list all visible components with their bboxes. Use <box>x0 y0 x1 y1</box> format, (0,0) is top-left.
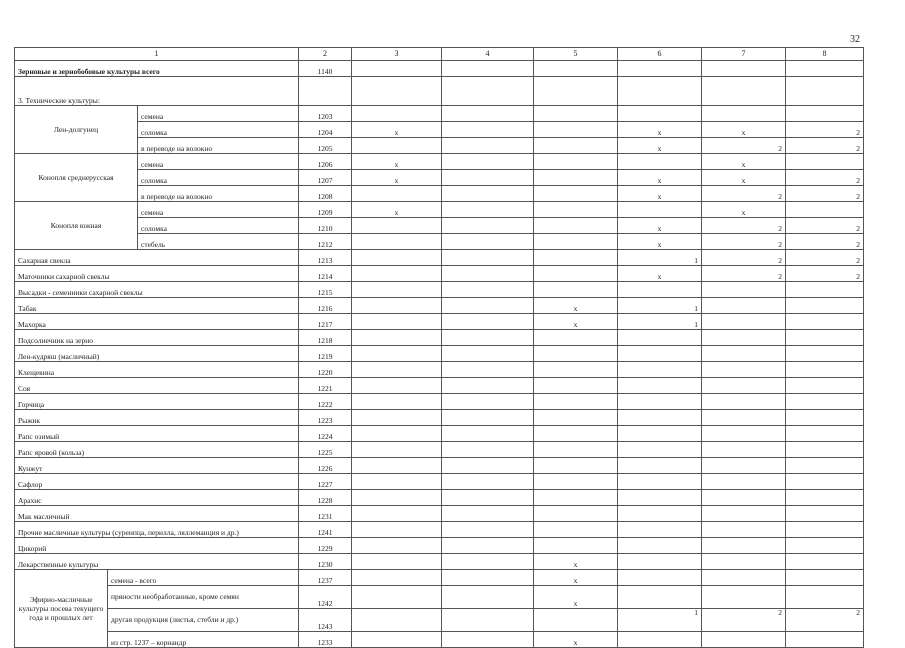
row-label: Зерновые и зернобобовые культуры всего <box>15 61 299 77</box>
row-sublabel: соломка <box>138 218 299 234</box>
row-sublabel: пряности необработанные, кроме семян <box>108 586 299 609</box>
row-label: Лен-кудряш (масличный) <box>15 346 299 362</box>
row-code: 1225 <box>299 442 352 458</box>
cell-c7: 2 <box>702 138 786 154</box>
cell-c3: х <box>352 122 442 138</box>
table-row <box>15 458 864 474</box>
table-row <box>15 250 864 266</box>
cell-c7: х <box>702 202 786 218</box>
row-code: 1224 <box>299 426 352 442</box>
row-code: 1217 <box>299 314 352 330</box>
table-row <box>15 266 864 282</box>
cell-c7: 2 <box>702 234 786 250</box>
row-code: 1214 <box>299 266 352 282</box>
table-row <box>15 186 864 202</box>
row-code: 1243 <box>299 609 352 632</box>
cell-c6: х <box>618 218 702 234</box>
cell-c6: х <box>618 186 702 202</box>
row-sublabel: в переводе на волокно <box>138 186 299 202</box>
col-header-5: 5 <box>534 48 618 61</box>
table-row <box>15 426 864 442</box>
group-label: Лен-долгунец <box>15 106 138 154</box>
col-header-2: 2 <box>299 48 352 61</box>
row-code: 1209 <box>299 202 352 218</box>
row-label: Высадки - семенники сахарной свеклы <box>15 282 299 298</box>
row-label: Горчица <box>15 394 299 410</box>
row-sublabel: в переводе на волокно <box>138 138 299 154</box>
cell-c7: 2 <box>702 186 786 202</box>
table-row <box>15 330 864 346</box>
col-header-8: 8 <box>786 48 864 61</box>
row-sublabel: семена - всего <box>108 570 299 586</box>
row-label: Цикорий <box>15 538 299 554</box>
cell-c6: 1 <box>618 250 702 266</box>
cell-c8: 2 <box>786 234 864 250</box>
table-row <box>15 442 864 458</box>
table-row <box>15 586 864 609</box>
group-label: Конопля южная <box>15 202 138 250</box>
row-code: 1222 <box>299 394 352 410</box>
row-label: Лекарственные культуры <box>15 554 299 570</box>
cell-c8: 2 <box>786 266 864 282</box>
row-code: 1218 <box>299 330 352 346</box>
row-code: 1207 <box>299 170 352 186</box>
row-code: 1203 <box>299 106 352 122</box>
cell-c3: х <box>352 170 442 186</box>
col-header-6: 6 <box>618 48 702 61</box>
row-code: 1220 <box>299 362 352 378</box>
table-row <box>15 538 864 554</box>
cell-c5: х <box>534 298 618 314</box>
table-row <box>15 106 864 122</box>
row-code: 1228 <box>299 490 352 506</box>
cell-c7: х <box>702 170 786 186</box>
section-label: 3. Технические культуры: <box>15 77 299 106</box>
cell-c8: 2 <box>786 250 864 266</box>
table-row <box>15 362 864 378</box>
row-label: Рапс яровой (кольза) <box>15 442 299 458</box>
row-sublabel: стебель <box>138 234 299 250</box>
table-row <box>15 410 864 426</box>
table-row <box>15 490 864 506</box>
row-label: Кунжут <box>15 458 299 474</box>
page-number: 32 <box>850 34 860 45</box>
row-code: 1208 <box>299 186 352 202</box>
crop-report-table <box>14 47 864 648</box>
row-code: 1242 <box>299 586 352 609</box>
cell-c7: х <box>702 154 786 170</box>
cell-c7: 2 <box>702 266 786 282</box>
row-code: 1205 <box>299 138 352 154</box>
table-row <box>15 394 864 410</box>
cell-c6: х <box>618 122 702 138</box>
row-sublabel: соломка <box>138 170 299 186</box>
row-label: Махорка <box>15 314 299 330</box>
cell-c6: 1 <box>618 314 702 330</box>
cell-c7: 2 <box>702 218 786 234</box>
table-row <box>15 609 864 632</box>
row-label: Сахарная свекла <box>15 250 299 266</box>
row-sublabel: семена <box>138 106 299 122</box>
cell-c5: х <box>534 632 618 648</box>
row-label: Рапс озимый <box>15 426 299 442</box>
row-code: 1226 <box>299 458 352 474</box>
cell-c6: х <box>618 266 702 282</box>
table-row <box>15 61 864 77</box>
row-code: 1213 <box>299 250 352 266</box>
cell-c8: 2 <box>786 122 864 138</box>
table-row <box>15 474 864 490</box>
cell-c8: 2 <box>786 218 864 234</box>
table-row <box>15 218 864 234</box>
row-code: 1210 <box>299 218 352 234</box>
row-label: Рыжик <box>15 410 299 426</box>
row-code: 1227 <box>299 474 352 490</box>
row-label: Сафлор <box>15 474 299 490</box>
table-row <box>15 346 864 362</box>
group-label: Эфирно-масличные культуры посева текущего года и прошлых лет <box>15 570 108 648</box>
cell-c6: 1 <box>618 298 702 314</box>
cell-c6: х <box>618 234 702 250</box>
col-header-4: 4 <box>442 48 534 61</box>
row-label: Табак <box>15 298 299 314</box>
row-label: Прочие масличные культуры (суренпца, перилла, ляллеманция и др.) <box>15 522 299 538</box>
row-label: Клещевина <box>15 362 299 378</box>
table-row <box>15 202 864 218</box>
row-sublabel: соломка <box>138 122 299 138</box>
cell-c6: 1 <box>618 609 702 632</box>
cell-c3: х <box>352 154 442 170</box>
row-sublabel: из стр. 1237 – кориандр <box>108 632 299 648</box>
row-sublabel: семена <box>138 202 299 218</box>
row-code: 1231 <box>299 506 352 522</box>
row-code: 1223 <box>299 410 352 426</box>
cell-c3: х <box>352 202 442 218</box>
row-code: 1212 <box>299 234 352 250</box>
cell-c8: 2 <box>786 170 864 186</box>
row-code: 1215 <box>299 282 352 298</box>
row-code: 1216 <box>299 298 352 314</box>
table-row <box>15 378 864 394</box>
row-label: Подсолнечник на зерно <box>15 330 299 346</box>
row-label: Маточники сахарной свеклы <box>15 266 299 282</box>
cell-c7: 2 <box>702 250 786 266</box>
row-label: Мак масличный <box>15 506 299 522</box>
cell-c8: 2 <box>786 138 864 154</box>
col-header-3: 3 <box>352 48 442 61</box>
table-row <box>15 570 864 586</box>
table-row <box>15 77 864 106</box>
table-row <box>15 298 864 314</box>
cell-c6: х <box>618 170 702 186</box>
cell-c5: х <box>534 570 618 586</box>
cell-c7: х <box>702 122 786 138</box>
cell-c8: 2 <box>786 186 864 202</box>
header-row <box>15 48 864 61</box>
table-row <box>15 522 864 538</box>
cell-c5: х <box>534 314 618 330</box>
row-code: 1237 <box>299 570 352 586</box>
cell-c5: х <box>534 586 618 609</box>
table-row <box>15 234 864 250</box>
row-sublabel: семена <box>138 154 299 170</box>
table-row <box>15 554 864 570</box>
row-code: 1233 <box>299 632 352 648</box>
cell-c5: х <box>534 554 618 570</box>
row-code: 1204 <box>299 122 352 138</box>
group-label: Конопля среднерусская <box>15 154 138 202</box>
row-code: 1140 <box>299 61 352 77</box>
row-code: 1219 <box>299 346 352 362</box>
row-code: 1230 <box>299 554 352 570</box>
row-label: Арахис <box>15 490 299 506</box>
table-row <box>15 282 864 298</box>
table-row <box>15 154 864 170</box>
table-row <box>15 314 864 330</box>
table-row <box>15 138 864 154</box>
cell-c7: 2 <box>702 609 786 632</box>
table-row <box>15 506 864 522</box>
cell-c8: 2 <box>786 609 864 632</box>
row-sublabel: другая продукция (листья, стебли и др.) <box>108 609 299 632</box>
col-header-1: 1 <box>15 48 299 61</box>
row-code: 1229 <box>299 538 352 554</box>
row-label: Соя <box>15 378 299 394</box>
table-row <box>15 122 864 138</box>
row-code: 1221 <box>299 378 352 394</box>
row-code: 1206 <box>299 154 352 170</box>
table-row <box>15 170 864 186</box>
row-code: 1241 <box>299 522 352 538</box>
col-header-7: 7 <box>702 48 786 61</box>
cell-c6: х <box>618 138 702 154</box>
